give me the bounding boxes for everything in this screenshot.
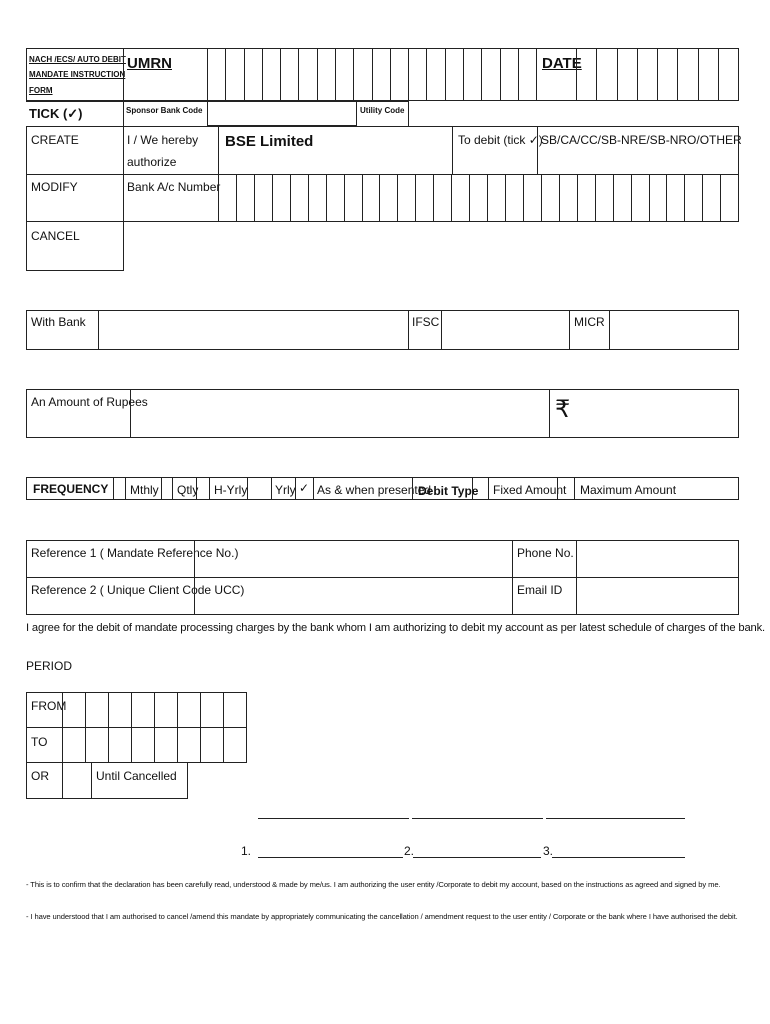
with-bank-field[interactable] — [99, 311, 408, 349]
freq-div-9 — [295, 477, 296, 500]
utility-code-label: Utility Code — [360, 106, 405, 115]
freq-div-8 — [271, 477, 272, 500]
amount-label: An Amount of Rupees — [31, 395, 148, 409]
mthly-checkbox[interactable] — [114, 478, 125, 499]
freq-mthly: Mthly — [130, 483, 159, 497]
phone-field[interactable] — [577, 541, 738, 577]
freq-div-13 — [488, 477, 489, 500]
date-digit-cells[interactable] — [576, 48, 739, 101]
signatory-number-1: 1. — [241, 844, 252, 858]
signature-line-3 — [546, 818, 685, 819]
company-name: BSE Limited — [225, 133, 314, 150]
to-debit-label: To debit (tick ✓) — [458, 133, 543, 147]
micr-divider — [569, 310, 570, 350]
period-label: PERIOD — [26, 659, 73, 673]
hyrly-checkbox[interactable] — [197, 478, 209, 499]
umrn-label: UMRN — [127, 55, 172, 72]
rupee-divider — [549, 389, 550, 438]
action-create[interactable]: CREATE — [31, 133, 79, 147]
until-cancelled-option[interactable]: Until Cancelled — [96, 769, 177, 783]
signature-line-2 — [412, 818, 543, 819]
freq-div-4 — [172, 477, 173, 500]
declaration-note-1: - This is to confirm that the declaration has been carefully read, understood & made by me/us. I am authorizing the user entity /Corporate to debit my account, based on the instructions as agreed and signed by me. — [26, 880, 721, 889]
maximum-amount-label: Maximum Amount — [580, 483, 677, 497]
email-field[interactable] — [577, 578, 738, 614]
umrn-digit-cells[interactable] — [207, 48, 537, 101]
reference-1-label: Reference 1 ( Mandate Reference No.) — [31, 546, 239, 560]
form-title-line-3: FORM — [29, 86, 53, 95]
period-or-label: OR — [31, 769, 49, 783]
freq-div-2 — [125, 477, 126, 500]
tick-label: TICK (✓) — [29, 106, 83, 121]
micr-label: MICR — [574, 315, 605, 329]
qtly-checkbox[interactable] — [162, 478, 172, 499]
to-debit-divider — [537, 126, 538, 175]
account-types[interactable]: SB/CA/CC/SB-NRE/SB-NRO/OTHER — [541, 133, 742, 147]
agreement-text: I agree for the debit of mandate processing charges by the bank whom I am authorizing to debit my account as per latest schedule of charges of the bank. — [26, 622, 766, 634]
date-label: DATE — [542, 55, 582, 72]
reference-2-label: Reference 2 ( Unique Client Code UCC) — [31, 583, 245, 597]
amount-figures-field[interactable] — [580, 390, 738, 437]
micr-field[interactable] — [610, 311, 738, 349]
reference-2-field[interactable] — [195, 578, 511, 614]
bank-account-number-cells[interactable] — [218, 175, 739, 222]
maximum-amount-checkbox[interactable] — [558, 478, 574, 499]
freq-as-when-presented: As & when presented — [317, 483, 432, 497]
period-from-label: FROM — [31, 699, 67, 713]
freq-div-6 — [209, 477, 210, 500]
company-divider — [452, 126, 453, 175]
email-label: Email ID — [517, 583, 563, 597]
amount-words-field[interactable] — [131, 390, 548, 437]
fixed-amount-checkbox[interactable] — [473, 478, 488, 499]
signatory-number-2: 2. — [404, 844, 415, 858]
period-date-cells[interactable] — [62, 692, 247, 763]
freq-hyrly: H-Yrly — [214, 483, 248, 497]
ifsc-divider — [408, 310, 409, 350]
declaration-note-2: - I have understood that I am authorised to cancel /amend this mandate by appropriately communicating the cancellation / amendment request to the user entity / Corporate or the bank where I have authorised the debit. — [26, 912, 738, 921]
fixed-amount-label: Fixed Amount — [493, 483, 567, 497]
action-modify[interactable]: MODIFY — [31, 180, 78, 194]
name-line-2[interactable] — [413, 857, 541, 858]
authorize-line-2: authorize — [127, 155, 177, 169]
references-divider-2 — [512, 540, 513, 615]
or-row-divider-1 — [62, 763, 63, 799]
name-line-3[interactable] — [552, 857, 685, 858]
action-cancel[interactable]: CANCEL — [31, 229, 80, 243]
or-row-divider-2 — [91, 763, 92, 799]
sponsor-bank-code-field[interactable] — [207, 101, 357, 126]
phone-label: Phone No. — [517, 546, 574, 560]
debit-type-label: Debit Type — [418, 484, 479, 498]
form-title-line-1: NACH /ECS/ AUTO DEBIT — [29, 55, 126, 64]
name-line-1[interactable] — [258, 857, 403, 858]
freq-div-11 — [412, 477, 413, 500]
form-title-line-2: MANDATE INSTRUCTION — [29, 70, 126, 79]
authorize-line-1: I / We hereby — [127, 133, 199, 147]
ifsc-label: IFSC — [412, 315, 440, 329]
sponsor-bank-code-label: Sponsor Bank Code — [126, 106, 203, 115]
as-when-tick-icon[interactable]: ✓ — [299, 481, 310, 495]
ifsc-field[interactable] — [442, 311, 568, 349]
rupee-symbol: ₹ — [555, 396, 571, 423]
authorize-divider — [218, 126, 219, 175]
yrly-checkbox[interactable] — [248, 478, 271, 499]
frequency-label: FREQUENCY — [33, 482, 109, 496]
signatory-number-3: 3. — [543, 844, 554, 858]
bank-account-number-label: Bank A/c Number — [127, 180, 221, 194]
freq-div-10 — [313, 477, 314, 500]
utility-code-right — [408, 101, 409, 126]
freq-div-15 — [574, 477, 575, 500]
freq-qtly: Qtly — [177, 483, 199, 497]
with-bank-label: With Bank — [31, 315, 86, 329]
signature-line-1 — [258, 818, 409, 819]
freq-yrly: Yrly — [275, 483, 296, 497]
reference-1-field[interactable] — [195, 541, 511, 577]
period-to-label: TO — [31, 735, 48, 749]
